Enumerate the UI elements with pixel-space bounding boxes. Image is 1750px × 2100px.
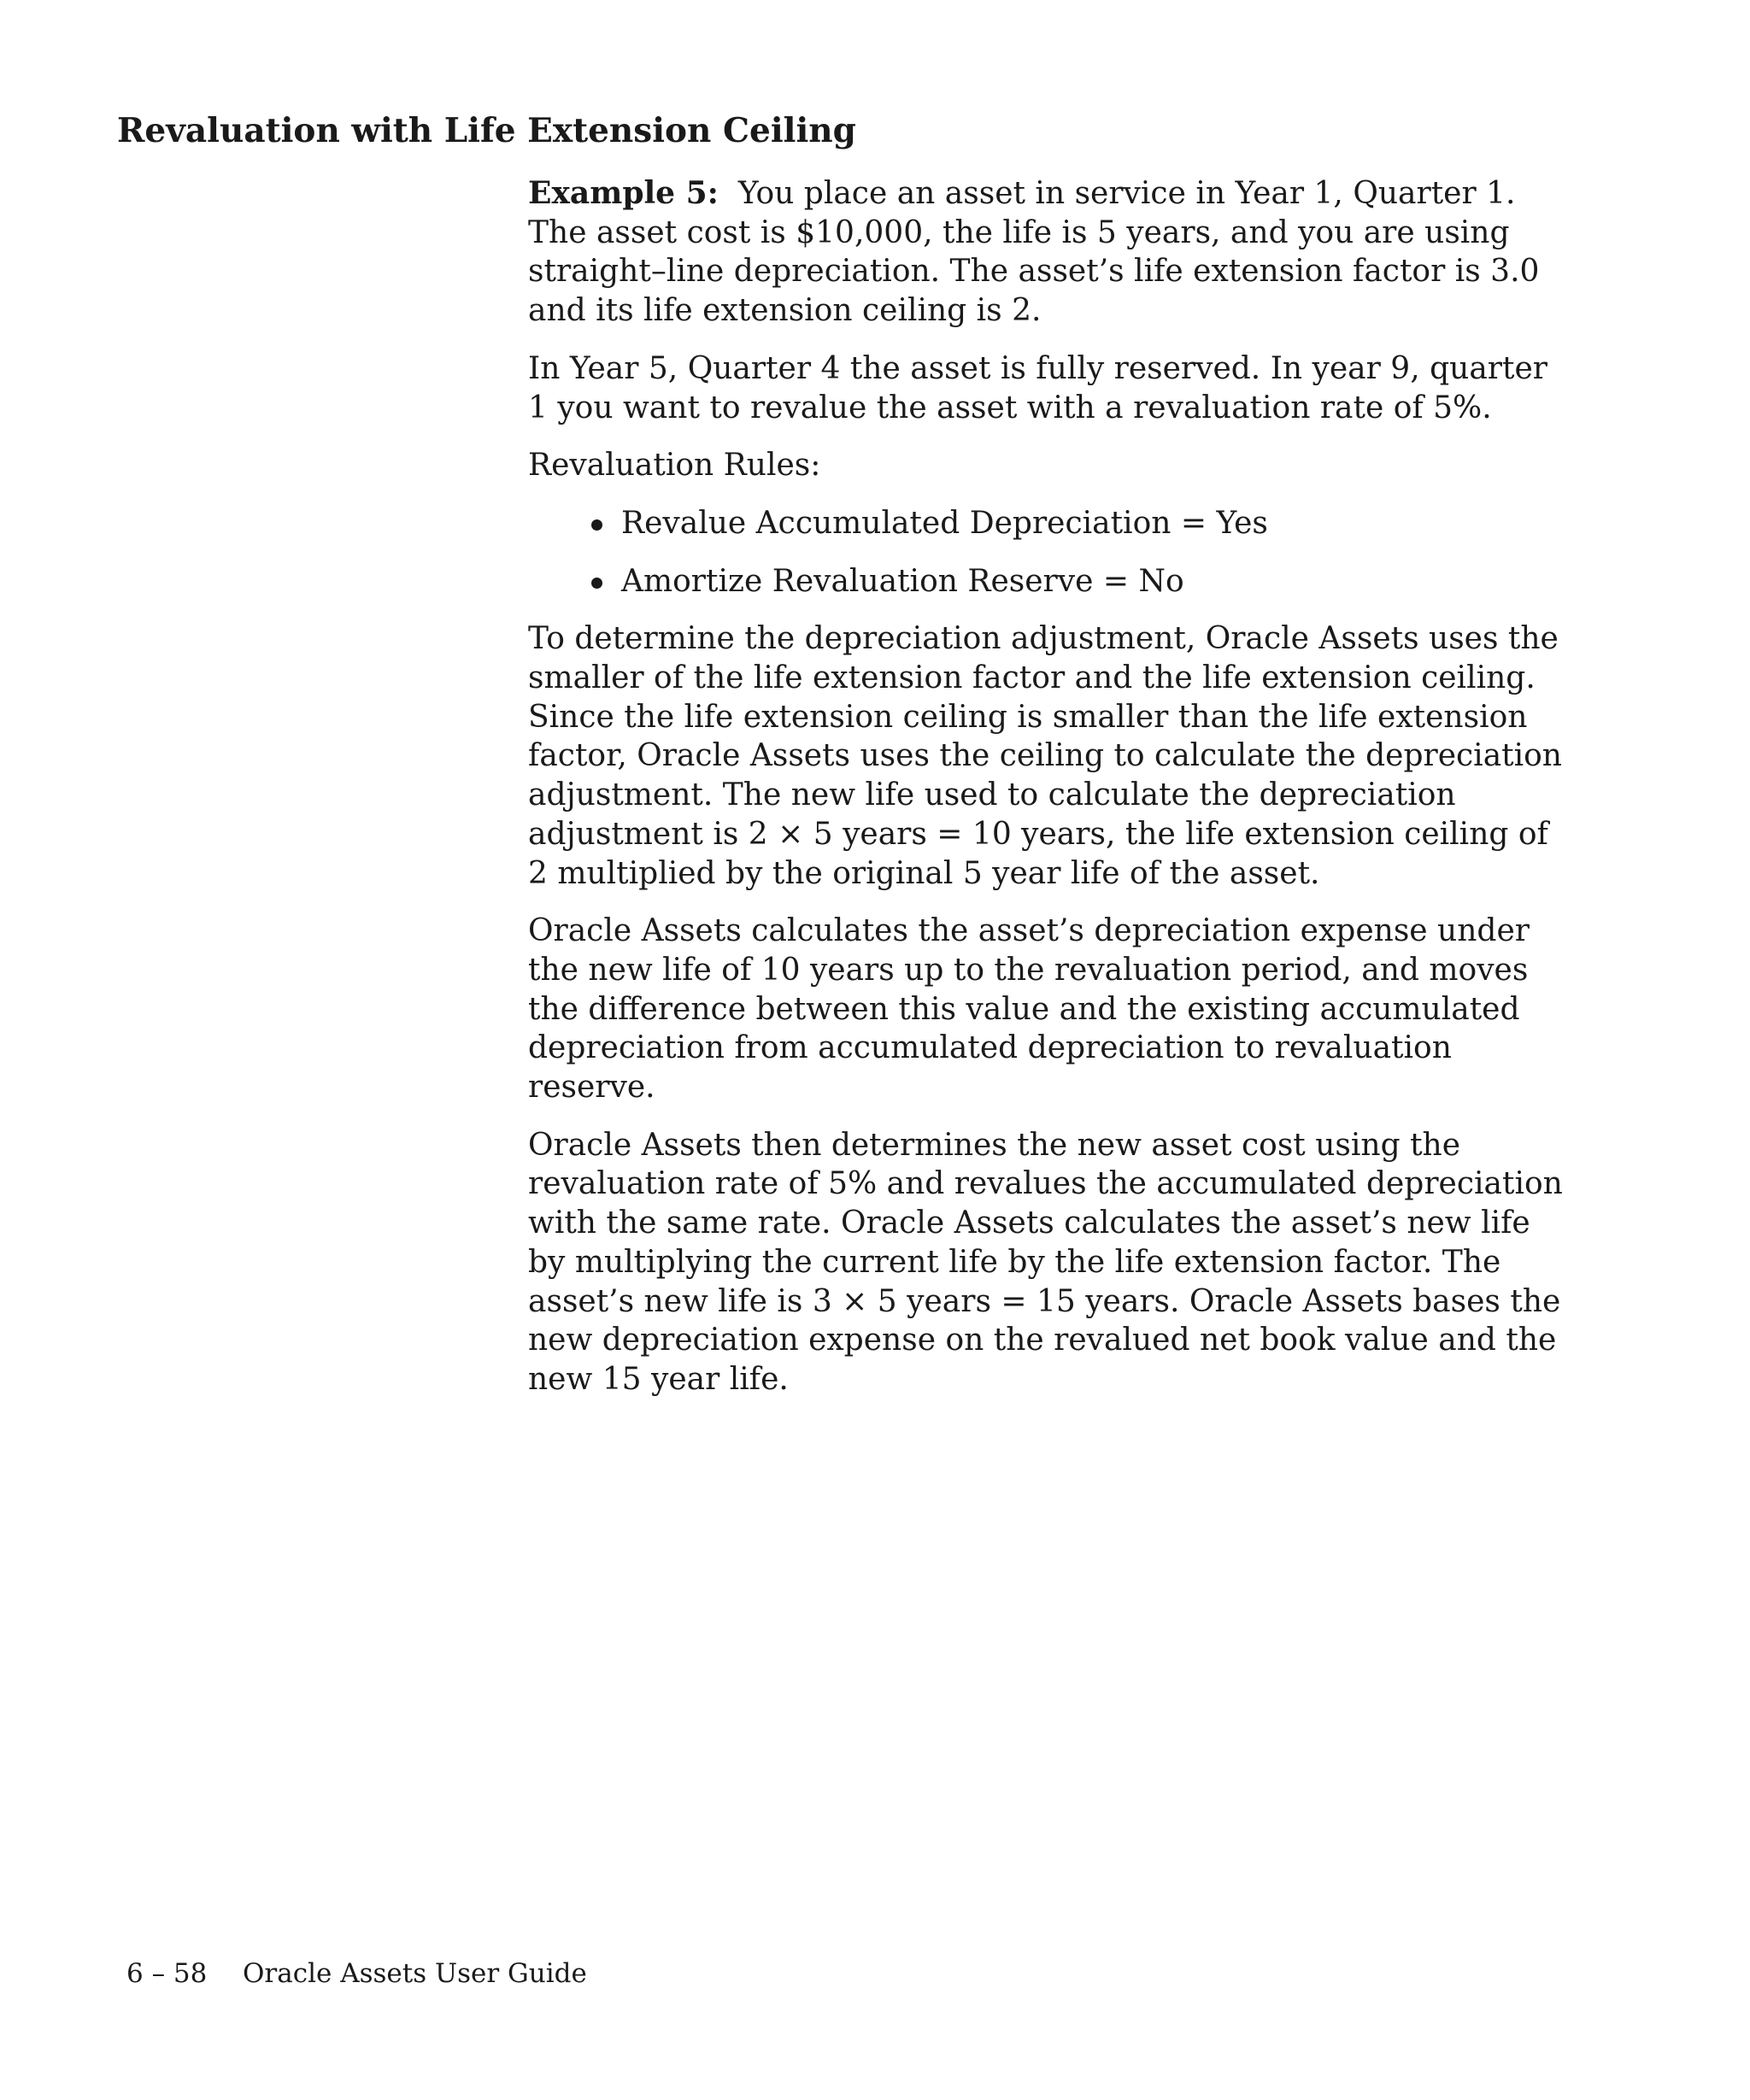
fully-reserved-paragraph: In Year 5, Quarter 4 the asset is fully reserved. In year 9, quarter 1 you want to revalue the asset with a revaluation rate of 5%. <box>528 350 1547 425</box>
rule-text: Revalue Accumulated Depreciation = Yes <box>621 505 1268 541</box>
list-item <box>528 504 1564 543</box>
rule-text: Amortize Revaluation Reserve = No <box>621 563 1184 599</box>
new-cost-paragraph: Oracle Assets then determines the new asset cost using the revaluation rate of 5% and revalues the accumulated depreciation with the same rate. Oracle Assets calculates the asset’s new life by multiplying the current life by the life extension factor. The asset’s new life is 3 × 5 years = 15 years. Oracle Assets bases the new depreciation expense on the revalued net book value and the new 15 year life. <box>528 1127 1563 1397</box>
example-intro-text: You place an asset in service in Year 1, Quarter 1. The asset cost is $10,000, the life is 5 years, and you are using straight–line depreciation. The asset’s life extension factor is 3.0 and its life extension ceiling is 2. <box>528 176 1540 329</box>
bullet-icon <box>591 578 602 589</box>
bullet-icon <box>591 519 602 531</box>
example-label: Example 5: <box>528 175 719 211</box>
revaluation-rules-list <box>528 504 1564 601</box>
list-item <box>528 562 1564 601</box>
page-number: 6 – 58 <box>126 1958 208 1989</box>
page-footer <box>126 1956 587 1991</box>
adjustment-paragraph: To determine the depreciation adjustment, Oracle Assets uses the smaller of the life extension factor and the life extension ceiling. Since the life extension ceiling is smaller than the life extension factor, Oracle Assets uses the ceiling to calculate the depreciation adjustment. The new life used to calculate the depreciation adjustment is 2 × 5 years = 10 years, the life extension ceiling of 2 multiplied by the original 5 year life of the asset. <box>528 621 1562 891</box>
expense-paragraph: Oracle Assets calculates the asset’s depreciation expense under the new life of 10 years up to the revaluation period, and moves the difference between this value and the existing accumulated depreciation from accumulated depreciation to revaluation reserve. <box>528 913 1530 1106</box>
example-paragraph <box>528 174 1564 331</box>
section-heading: Revaluation with Life Extension Ceiling <box>117 111 856 150</box>
body-column <box>528 174 1564 1418</box>
rules-heading: Revaluation Rules: <box>528 448 821 484</box>
book-title: Oracle Assets User Guide <box>243 1958 587 1989</box>
